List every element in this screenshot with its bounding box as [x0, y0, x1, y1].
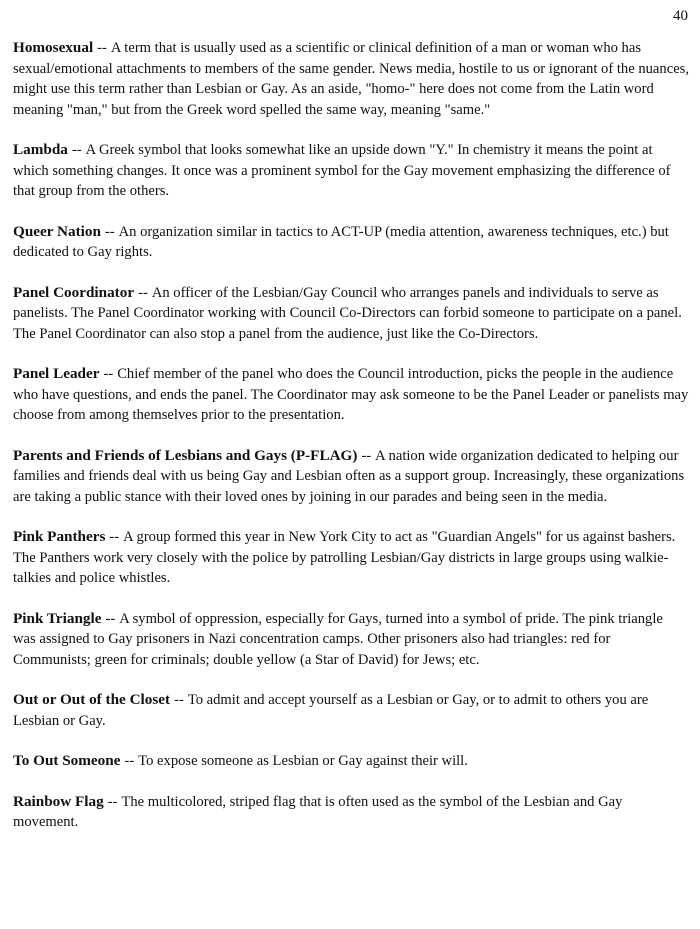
term: Homosexual — [13, 39, 94, 56]
definition: A symbol of oppression, especially for Gays, turned into a symbol of pride. The pink triangle was assigned to Gay prisoners in Nazi concentration camps. Other prisoners also had triangles: red for Communists; green for criminals; double yellow (a Star of David) for Jews; etc. — [13, 610, 663, 668]
glossary-entry-homosexual — [13, 38, 689, 120]
term: Queer Nation — [13, 222, 101, 240]
page-number: 40 — [673, 8, 688, 24]
term: Lambda — [13, 141, 68, 158]
definition: To admit and accept yourself as a Lesbian or Gay, or to admit to others you are Lesbian or Gay. — [13, 692, 649, 729]
definition: The multicolored, striped flag that is often used as the symbol of the Lesbian and Gay movement. — [13, 793, 623, 830]
separator: -- — [97, 40, 107, 56]
definition: An officer of the Lesbian/Gay Council who arranges panels and individuals to serve as panelists. The Panel Coordinator working with Council Co-Directors can forbid someone to participate on a panel. The Panel Coordinator can also stop a panel from the audience, just like the Co-Directors. — [13, 284, 682, 342]
separator: -- — [109, 529, 120, 545]
glossary-list — [13, 38, 689, 853]
separator: -- — [104, 223, 115, 240]
term: Panel Coordinator — [13, 283, 135, 301]
term: Rainbow Flag — [13, 792, 104, 810]
glossary-entry-out-of-the-closet — [13, 690, 689, 731]
glossary-entry-lambda — [13, 140, 689, 202]
definition: A Greek symbol that looks somewhat like an upside down "Y." In chemistry it means the point at which something changes. It once was a prominent symbol for the Gay movement emphasizing the difference of that group from the others. — [13, 142, 671, 199]
separator: -- — [174, 692, 184, 708]
separator: -- — [361, 447, 372, 464]
definition: A nation wide organization dedicated to helping our families and friends deal with us being Gay and Lesbian often as a support group. Increasingly, these organizations are taking a public stance with their loved ones by joining in our parades and being seen in the media. — [13, 447, 685, 505]
separator: -- — [124, 753, 135, 769]
glossary-entry-queer-nation — [13, 222, 689, 263]
separator: -- — [105, 610, 116, 627]
definition: A group formed this year in New York City to act as "Guardian Angels" for us against bashers. The Panthers work very closely with the police by patrolling Lesbian/Gay districts in large groups using walkie-talkies and police whistles. — [13, 529, 676, 586]
glossary-entry-rainbow-flag — [13, 792, 689, 833]
glossary-entry-pink-panthers — [13, 527, 689, 589]
definition: To expose someone as Lesbian or Gay against their will. — [138, 753, 468, 769]
term: Out or Out of the Closet — [13, 691, 171, 708]
definition: A term that is usually used as a scientific or clinical definition of a man or woman who has sexual/emotional attachments to members of the same gender. News media, hostile to us or ignorant of the nuances, might use this term rather than Lesbian or Gay. As an aside, "homo-" here does not come from the Latin word meaning "man," but from the Greek word spelled the same way, meaning "same." — [13, 40, 689, 118]
glossary-entry-panel-leader — [13, 364, 689, 426]
glossary-entry-pink-triangle — [13, 609, 689, 671]
glossary-entry-p-flag — [13, 446, 689, 508]
glossary-entry-to-out-someone — [13, 751, 689, 772]
separator: -- — [138, 284, 148, 301]
term: Parents and Friends of Lesbians and Gays (P-FLAG) — [13, 446, 358, 464]
definition: An organization similar in tactics to ACT-UP (media attention, awareness techniques, etc.) but dedicated to Gay rights. — [13, 223, 669, 260]
separator: -- — [107, 793, 118, 810]
term: To Out Someone — [13, 752, 121, 769]
term: Pink Triangle — [13, 609, 102, 627]
glossary-entry-panel-coordinator — [13, 283, 689, 345]
term: Pink Panthers — [13, 528, 106, 545]
term: Panel Leader — [13, 365, 100, 382]
separator: -- — [71, 142, 82, 158]
separator: -- — [103, 366, 114, 382]
definition: Chief member of the panel who does the Council introduction, picks the people in the audience who have questions, and ends the panel. The Coordinator may ask someone to be the Panel Leader or panelists may choose from among themselves prior to the presentation. — [13, 366, 689, 423]
